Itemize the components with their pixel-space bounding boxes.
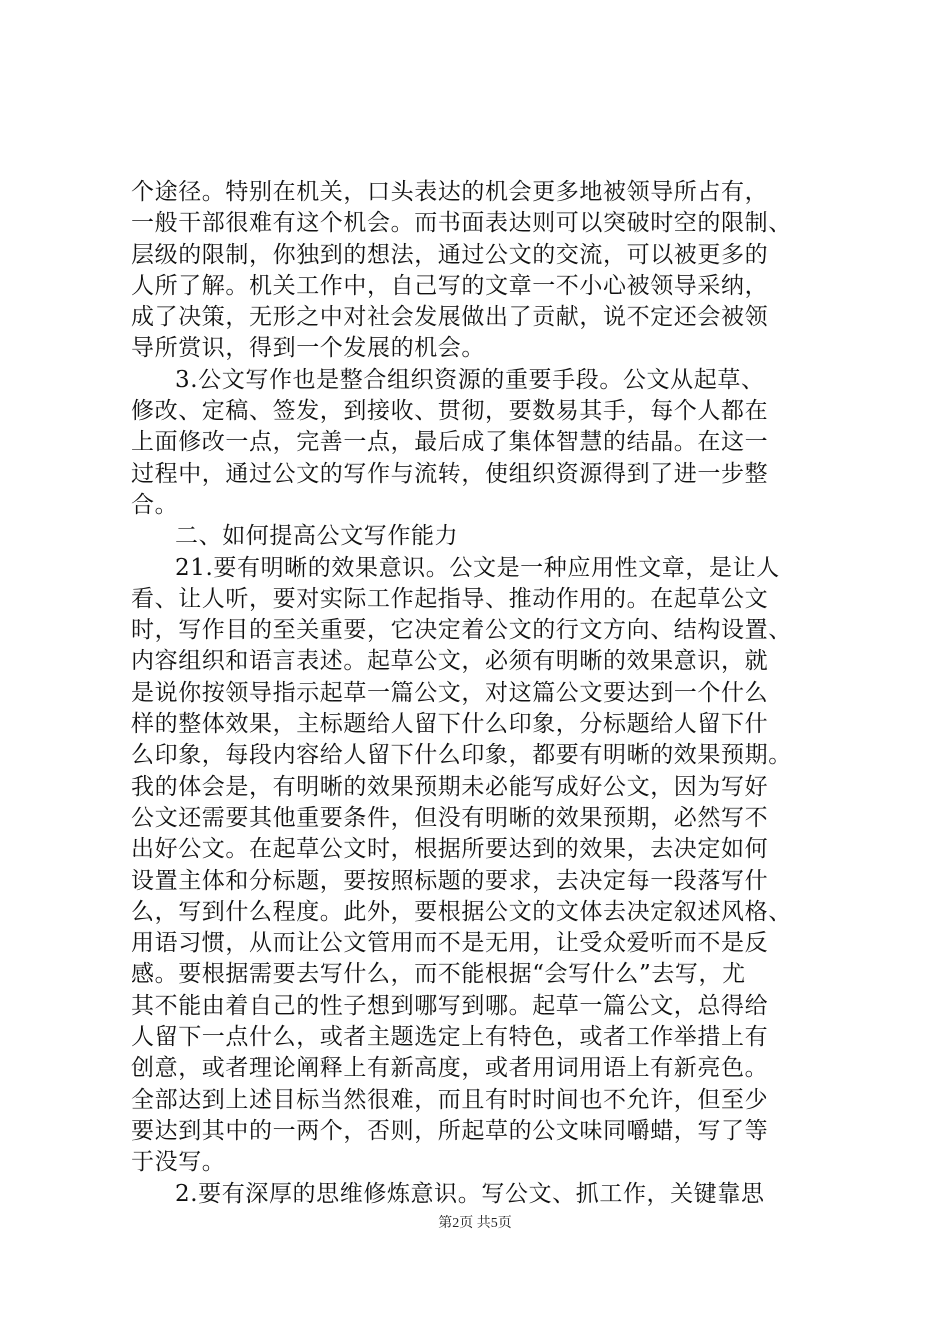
text-line: 导所赏识，得到一个发展的机会。 bbox=[131, 335, 485, 362]
text-line: 我的体会是，有明晰的效果预期未必能写成好公文，因为写好 bbox=[131, 773, 769, 800]
document-body bbox=[131, 177, 835, 1210]
text-line: 么印象，每段内容给人留下什么印象，都要有明晰的效果预期。 bbox=[131, 742, 792, 769]
text-line: 其不能由着自己的性子想到哪写到哪。起草一篇公文，总得给 bbox=[131, 992, 769, 1019]
text-line: 感。要根据需要去写什么，而不能根据“会写什么”去写，尤 bbox=[131, 961, 746, 988]
text-line: 用语习惯，从而让公文管用而不是无用，让受众爱听而不是反 bbox=[131, 930, 769, 957]
text-line: 个途径。特别在机关，口头表达的机会更多地被领导所占有， bbox=[131, 179, 769, 205]
text-line: 上面修改一点，完善一点，最后成了集体智慧的结晶。在这一 bbox=[131, 429, 769, 456]
text-line: 要达到其中的一两个，否则，所起草的公文味同嚼蜡，写了等 bbox=[131, 1117, 769, 1144]
text-line: 是说你按领导指示起草一篇公文，对这篇公文要达到一个什么 bbox=[131, 679, 769, 706]
text-line: 人所了解。机关工作中，自己写的文章一不小心被领导采纳， bbox=[131, 272, 769, 299]
text-line: 2.要有深厚的思维修炼意识。写公文、抓工作，关键靠思 bbox=[175, 1180, 765, 1207]
text-line: 样的整体效果，主标题给人留下什么印象，分标题给人留下什 bbox=[131, 711, 769, 738]
text-line: 合。 bbox=[131, 491, 179, 518]
text-line: 成了决策，无形之中对社会发展做出了贡献，说不定还会被领 bbox=[131, 304, 769, 331]
text-line: 看、让人听，要对实际工作起指导、推动作用的。在起草公文 bbox=[131, 585, 769, 612]
text-line: 于没写。 bbox=[131, 1149, 226, 1176]
text-line: 创意，或者理论阐释上有新高度，或者用词用语上有新亮色。 bbox=[131, 1055, 769, 1082]
text-line: 设置主体和分标题，要按照标题的要求，去决定每一段落写什 bbox=[131, 867, 769, 894]
text-line: 21.要有明晰的效果意识。公文是一种应用性文章，是让人 bbox=[175, 554, 780, 581]
text-line: 出好公文。在起草公文时，根据所要达到的效果，去决定如何 bbox=[131, 836, 769, 863]
text-line: 3.公文写作也是整合组织资源的重要手段。公文从起草、 bbox=[175, 366, 765, 393]
text-line: 么，写到什么程度。此外，要根据公文的文体去决定叙述风格、 bbox=[131, 898, 792, 925]
text-line: 二、如何提高公文写作能力 bbox=[175, 523, 459, 550]
text-line: 修改、定稿、签发，到接收、贯彻，要数易其手，每个人都在 bbox=[131, 398, 769, 425]
text-line: 过程中，通过公文的写作与流转，使组织资源得到了进一步整 bbox=[131, 460, 769, 487]
page-footer: 第2页 共5页 bbox=[438, 1216, 512, 1231]
text-line: 公文还需要其他重要条件，但没有明晰的效果预期，必然写不 bbox=[131, 804, 769, 831]
text-line: 全部达到上述目标当然很难，而且有时时间也不允许，但至少 bbox=[131, 1086, 769, 1113]
text-line: 时，写作目的至关重要，它决定着公文的行文方向、结构设置、 bbox=[131, 617, 792, 644]
text-line: 层级的限制，你独到的想法，通过公文的交流，可以被更多的 bbox=[131, 241, 769, 268]
text-line: 一般干部很难有这个机会。而书面表达则可以突破时空的限制、 bbox=[131, 210, 792, 237]
text-line: 内容组织和语言表述。起草公文，必须有明晰的效果意识，就 bbox=[131, 648, 769, 675]
text-line: 人留下一点什么，或者主题选定上有特色，或者工作举措上有 bbox=[131, 1024, 769, 1051]
